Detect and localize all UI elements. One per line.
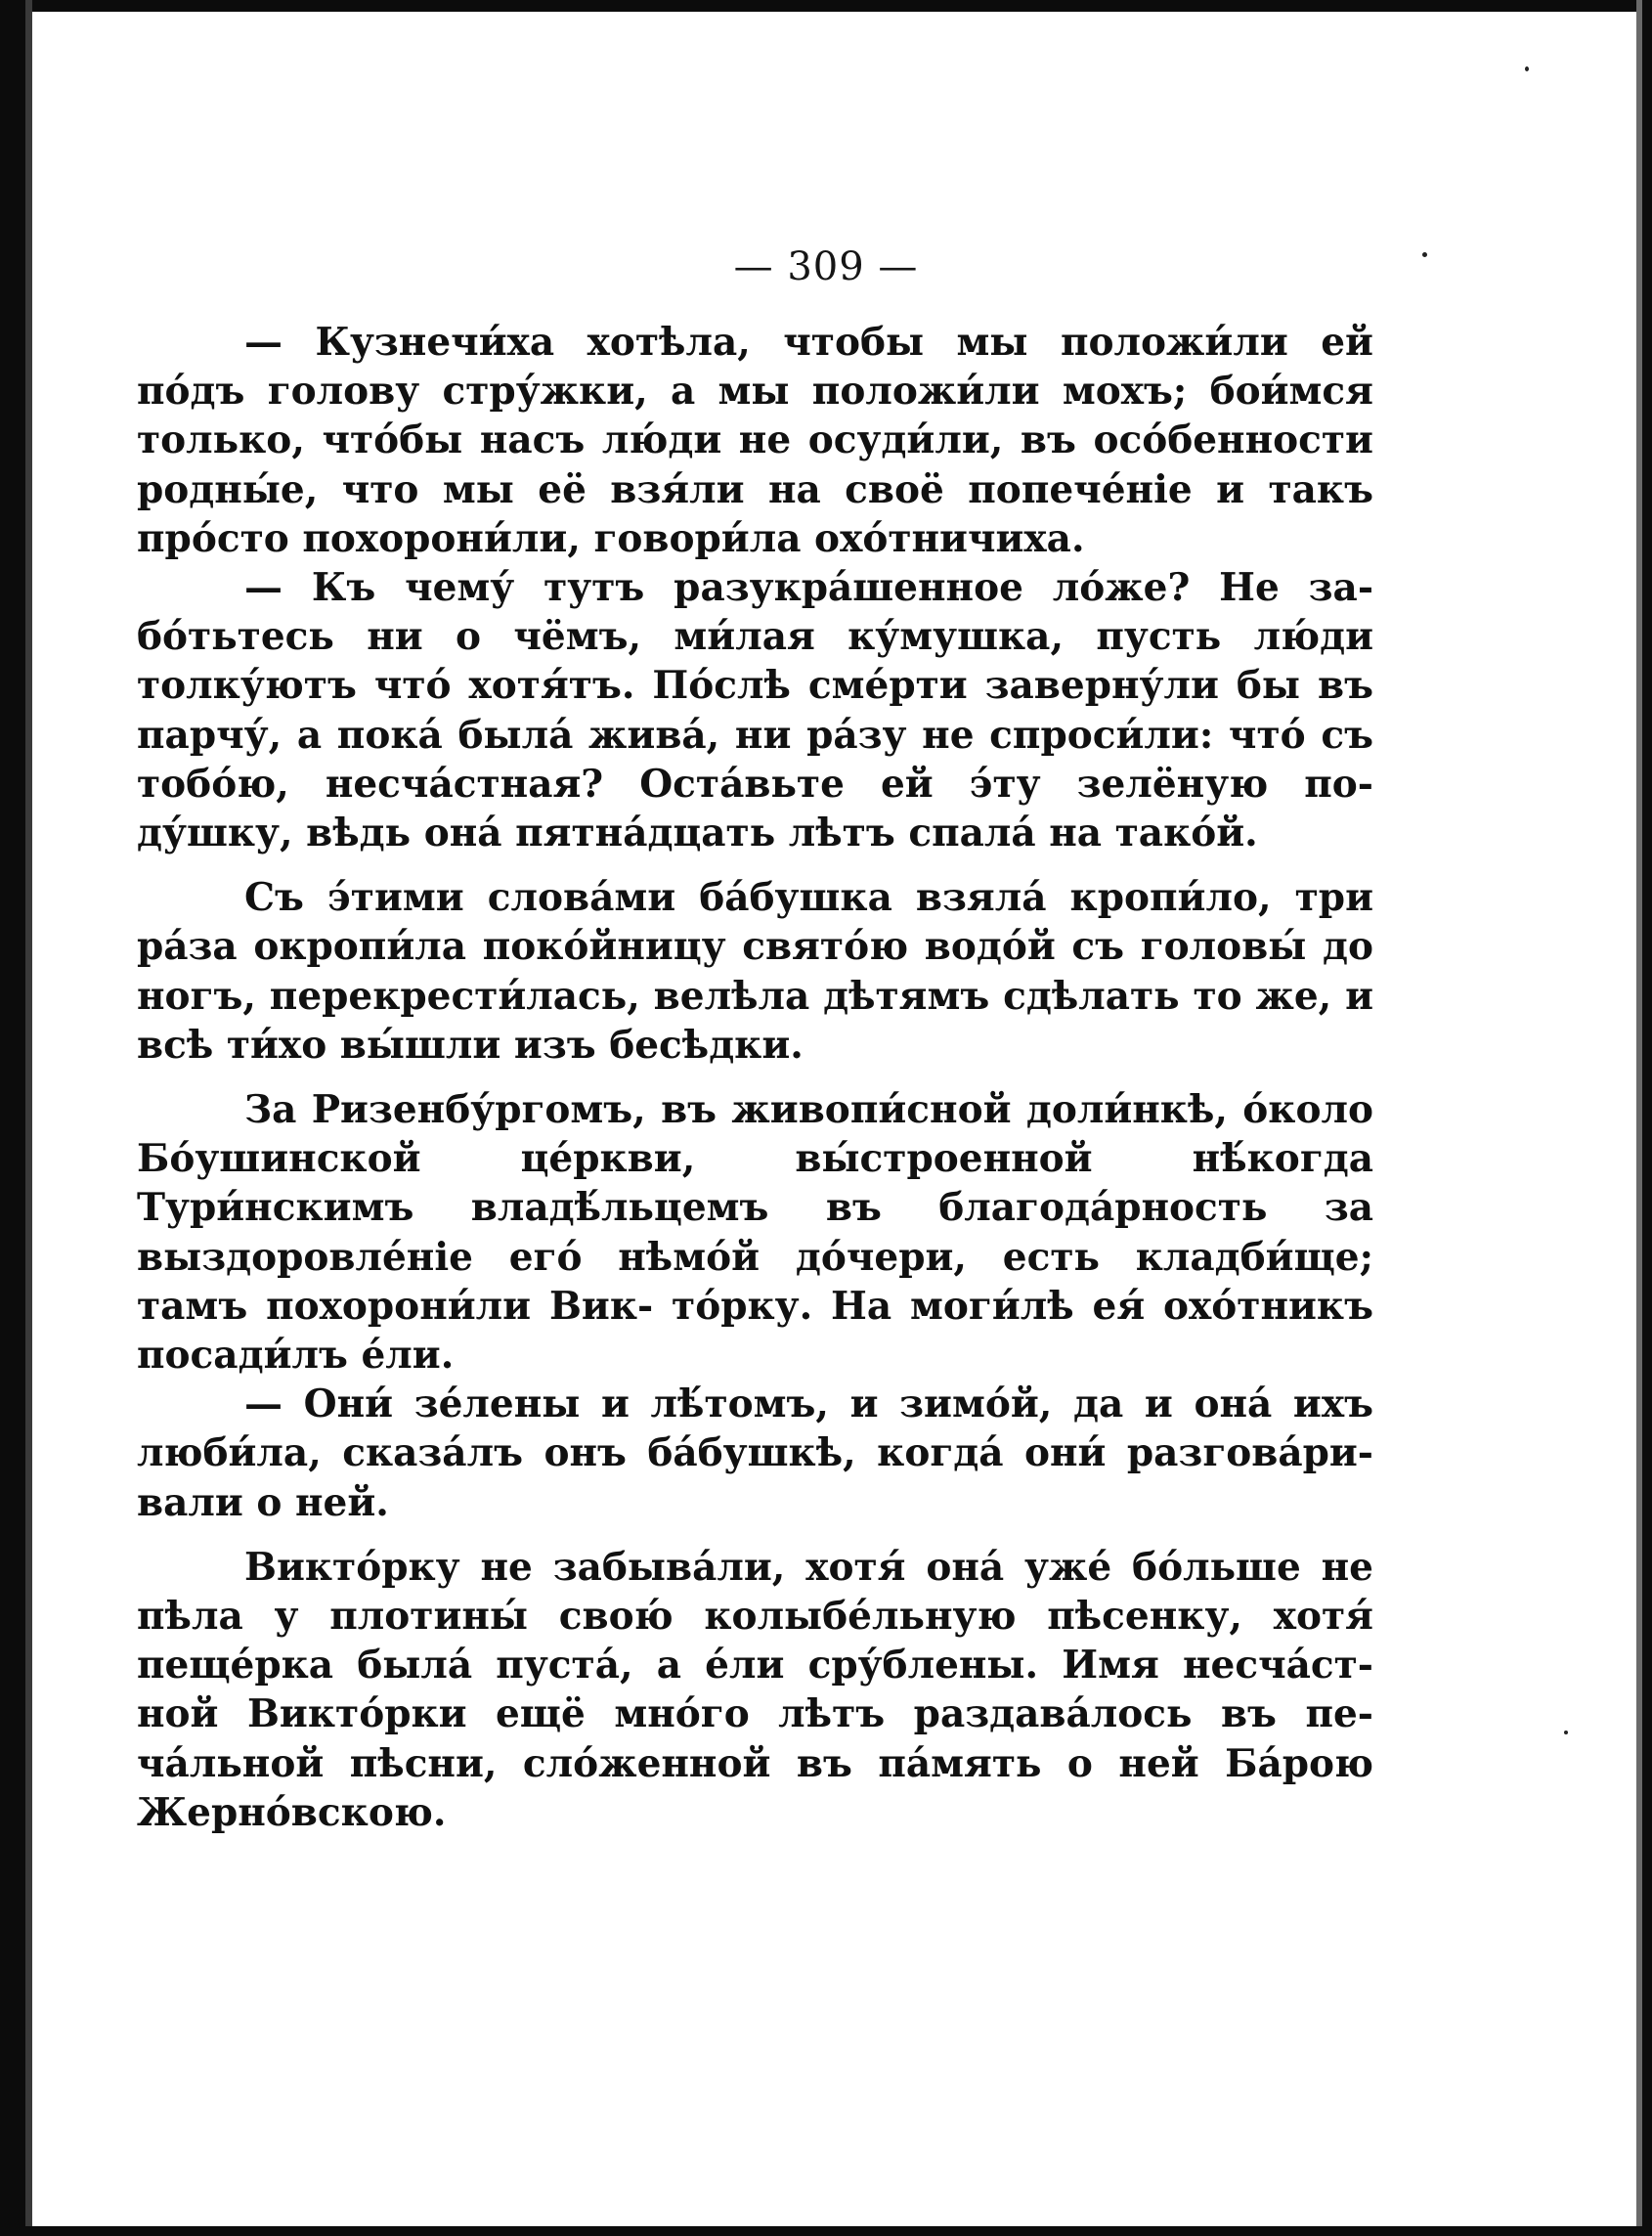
text-line: ча́льной пѣсни, сло́женной въ па́мять о ней Ба́рою bbox=[137, 1740, 1373, 1786]
text-line: Бо́ушинской це́ркви, вы́строенной нѣ́когда Тури́нскимъ bbox=[137, 1136, 1387, 1231]
text-line: по́дъ голову стру́жки, а мы положи́ли мохъ; бои́мся bbox=[137, 369, 1373, 415]
paragraph-6 bbox=[137, 1543, 1373, 1837]
text-line: Викто́рку не забыва́ли, хотя́ она́ уже́ бо́льше не bbox=[244, 1544, 1373, 1590]
text-line: то́рку. На моги́лѣ ея́ охо́тникъ посади́лъ е́ли. bbox=[137, 1283, 1387, 1379]
text-line: ра́за окропи́ла поко́йницу свято́ю водо́й съ головы́ до bbox=[137, 924, 1373, 970]
text-line: люби́ла, сказа́лъ онъ ба́бушкѣ, когда́ они́ разгова́ри- bbox=[137, 1430, 1373, 1476]
scan-border-right bbox=[1642, 0, 1652, 2236]
text-line: нѣмо́й до́чери, есть кладби́ще; тамъ похорони́ли Вик- bbox=[137, 1234, 1387, 1329]
text-line: владѣ́льцемъ въ благода́рность за выздоровле́нiе его́ bbox=[137, 1185, 1387, 1280]
text-line: пеще́рка была́ пуста́, а е́ли сру́блены. Имя несча́ст- bbox=[137, 1643, 1373, 1688]
text-line: — Кузнечи́ха хотѣла, чтобы мы положи́ли ей bbox=[244, 320, 1373, 365]
text-line: Съ э́тими слова́ми ба́бушка взяла́ кропи́ло, три bbox=[244, 875, 1373, 921]
paragraph-1 bbox=[137, 318, 1373, 563]
text-line: ной Викто́рки ещё мно́го лѣтъ раздава́лось въ пе- bbox=[137, 1691, 1373, 1737]
paragraph-4 bbox=[137, 1085, 1387, 1380]
text-line: родны́е, что мы её взя́ли на своё попече́нiе и такъ bbox=[137, 466, 1373, 512]
text-line: и всѣ ти́хо вы́шли изъ бесѣдки. bbox=[137, 973, 1387, 1068]
scan-border-top bbox=[0, 0, 1652, 12]
scan-border-left-shadow bbox=[25, 0, 32, 2236]
body-text bbox=[137, 318, 1387, 1837]
scan-border-left bbox=[0, 0, 25, 2236]
text-line: пѣла у плотины́ свою́ колыбе́льную пѣсенку, хотя́ bbox=[137, 1594, 1373, 1640]
paragraph-2 bbox=[137, 563, 1387, 857]
scan-speck bbox=[1525, 66, 1529, 71]
text-line: За Ризенбу́ргомъ, въ живопи́сной доли́нкѣ, о́коло bbox=[244, 1087, 1373, 1133]
scan-speck bbox=[1564, 1731, 1568, 1734]
text-line: — Къ чему́ тутъ разукра́шенное ло́же? Не за- bbox=[244, 565, 1373, 611]
page-number: — 309 — bbox=[733, 244, 919, 289]
scan-border-bottom bbox=[0, 2226, 1652, 2236]
scan-border-right-shadow bbox=[1636, 0, 1642, 2236]
text-line: вали о ней. bbox=[137, 1479, 389, 1525]
text-line: ду́шку, вѣдь она́ пятна́дцать лѣтъ спала́ на тако́й. bbox=[137, 811, 1258, 856]
text-line: только, что́бы насъ лю́ди не осуди́ли, въ осо́бенности bbox=[137, 417, 1373, 463]
text-line: Жерно́вскою. bbox=[137, 1789, 447, 1835]
text-line: съ тобо́ю, несча́стная? Оста́вьте ей э́ту зелёную по- bbox=[137, 712, 1387, 807]
text-line: ногъ, перекрести́лась, велѣла дѣтямъ сдѣлать то же, bbox=[137, 973, 1332, 1019]
paragraph-5 bbox=[137, 1380, 1373, 1527]
text-line: про́сто похорони́ли, говори́ла охо́тничиха. bbox=[137, 515, 1085, 561]
text-line: парчу́, а пока́ была́ жива́, ни ра́зу не спроси́ли: что́ bbox=[137, 712, 1306, 758]
text-line: бо́тьтесь ни о чёмъ, ми́лая ку́мушка, пусть лю́ди bbox=[137, 614, 1373, 660]
paragraph-3 bbox=[137, 873, 1387, 1070]
text-line: — Они́ зе́лены и лѣ́томъ, и зимо́й, да и она́ ихъ bbox=[244, 1381, 1373, 1427]
text-line: толку́ютъ что́ хотя́тъ. По́слѣ сме́рти заверну́ли бы въ bbox=[137, 663, 1373, 709]
